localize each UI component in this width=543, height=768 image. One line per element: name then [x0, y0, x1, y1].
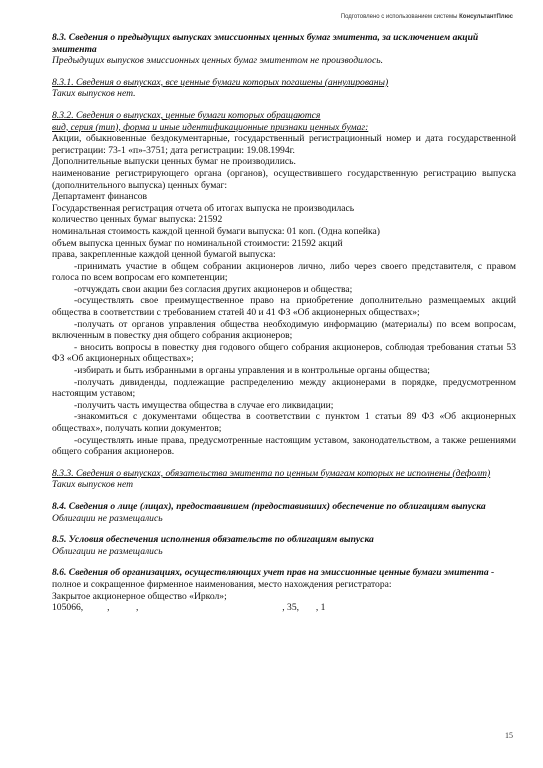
- issue-line: Департамент финансов: [52, 191, 148, 203]
- right-item: -осуществлять свое преимущественное право на приобретение дополнительно размещаемых акций общества в соответствии с требованием статей 40 и 41 ФЗ «Об акционерных обществах»;: [52, 295, 516, 319]
- right-item: -осуществлять иные права, предусмотренные настоящим уставом, законодательством, а также решениями общего собрания акционеров.: [52, 434, 516, 458]
- issue-line: Акции, обыкновенные бездокументарные, государственный регистрационный номер и дата государственной регистрации: 73-1 «п»-3751; дата регистрации: 19.08.1994г.: [52, 133, 516, 156]
- issue-line: наименование регистрирующего органа (органов), осуществившего государственную регистрацию выпуска (дополнительного выпуска) ценных бумаг:: [52, 167, 516, 191]
- section-8-4-title: 8.4. Сведения о лице (лицах), предоставившем (предоставивших) обеспечение по облигациям выпуска: [52, 500, 486, 512]
- right-item: -получить часть имущества общества в случае его ликвидации;: [74, 399, 334, 411]
- section-8-3-title: 8.3. Сведения о предыдущих выпусках эмиссионных ценных бумаг эмитента, за исключением акций эмитента: [52, 32, 479, 55]
- right-item: -принимать участие в общем собрании акционеров лично, либо через своего представителя, с правом голоса по всем вопросам его компетенции;: [52, 260, 516, 284]
- section-8-6-line: полное и сокращенное фирменное наименования, место нахождения регистратора:: [52, 578, 392, 590]
- right-item: - вносить вопросы в повестку дня годового общего собрания акционеров, соблюдая требования статьи 53 ФЗ «Об акционерных обществах»;: [52, 341, 516, 365]
- issue-line: права, закрепленные каждой ценной бумагой выпуска:: [52, 249, 276, 261]
- header-brand: КонсультантПлюс: [459, 14, 513, 20]
- right-item: -получать от органов управления общества необходимую информацию (материалы) по всем вопросам, включенным в повестку дня общего собрания акционеров;: [52, 318, 516, 342]
- section-8-6-title: 8.6. Сведения об организациях, осуществляющих учет прав на эмиссионные ценные бумаги эмитента -: [52, 567, 495, 579]
- section-8-3-3-text: Таких выпусков нет: [52, 479, 134, 491]
- right-item: -получать дивиденды, подлежащие распределению между акционерами в порядке, предусмотренном настоящим уставом;: [52, 376, 516, 400]
- issue-line: Государственная регистрация отчета об итогах выпуска не производилась: [52, 202, 355, 214]
- section-8-6-line: Закрытое акционерное общество «Иркол»;: [52, 590, 227, 602]
- right-item: -избирать и быть избранными в органы управления и в контрольные органы общества;: [74, 365, 430, 377]
- issue-line: Дополнительные выпуски ценных бумаг не производились.: [52, 156, 296, 168]
- issue-line: количество ценных бумаг выпуска: 21592: [52, 214, 223, 226]
- right-item: -отчуждать свои акции без согласия других акционеров и общества;: [74, 283, 353, 295]
- right-item: -знакомиться с документами общества в соответствии с пунктом 1 статьи 89 ФЗ «Об акционерных обществах», получать копии документов;: [52, 411, 516, 434]
- section-8-3-3-title: 8.3.3. Сведения о выпусках, обязательства эмитента по ценным бумагам которых не исполнены (дефолт): [52, 467, 491, 479]
- issue-line: объем выпуска ценных бумаг по номинальной стоимости: 21592 акций: [52, 237, 343, 249]
- section-8-3-text: Предыдущих выпусков эмиссионных ценных бумаг эмитентом не производилось.: [52, 55, 383, 67]
- section-8-3-2-title: 8.3.2. Сведения о выпусках, ценные бумаги которых обращаются: [52, 109, 321, 121]
- page-number: 15: [505, 731, 513, 740]
- section-8-3-1-title: 8.3.1. Сведения о выпусках, все ценные бумаги которых погашены (аннулированы): [52, 76, 389, 88]
- section-8-3-1-text: Таких выпусков нет.: [52, 88, 136, 100]
- section-8-5-text: Облигации не размещались: [52, 545, 163, 557]
- page-header: [341, 14, 513, 20]
- issue-line: номинальная стоимость каждой ценной бумаги выпуска: 01 коп. (Одна копейка): [52, 225, 380, 237]
- registrar-address: 105066, , , , 35, , 1: [52, 602, 326, 614]
- header-prefix: Подготовлено с использованием системы: [340, 14, 460, 20]
- section-8-5-title: 8.5. Условия обеспечения исполнения обязательств по облигациям выпуска: [52, 534, 374, 546]
- section-8-3-2-subtitle: вид, серия (тип), форма и иные идентификационные признаки ценных бумаг:: [52, 121, 369, 133]
- section-8-4-text: Облигации не размещались: [52, 512, 163, 524]
- document-body: [52, 32, 516, 614]
